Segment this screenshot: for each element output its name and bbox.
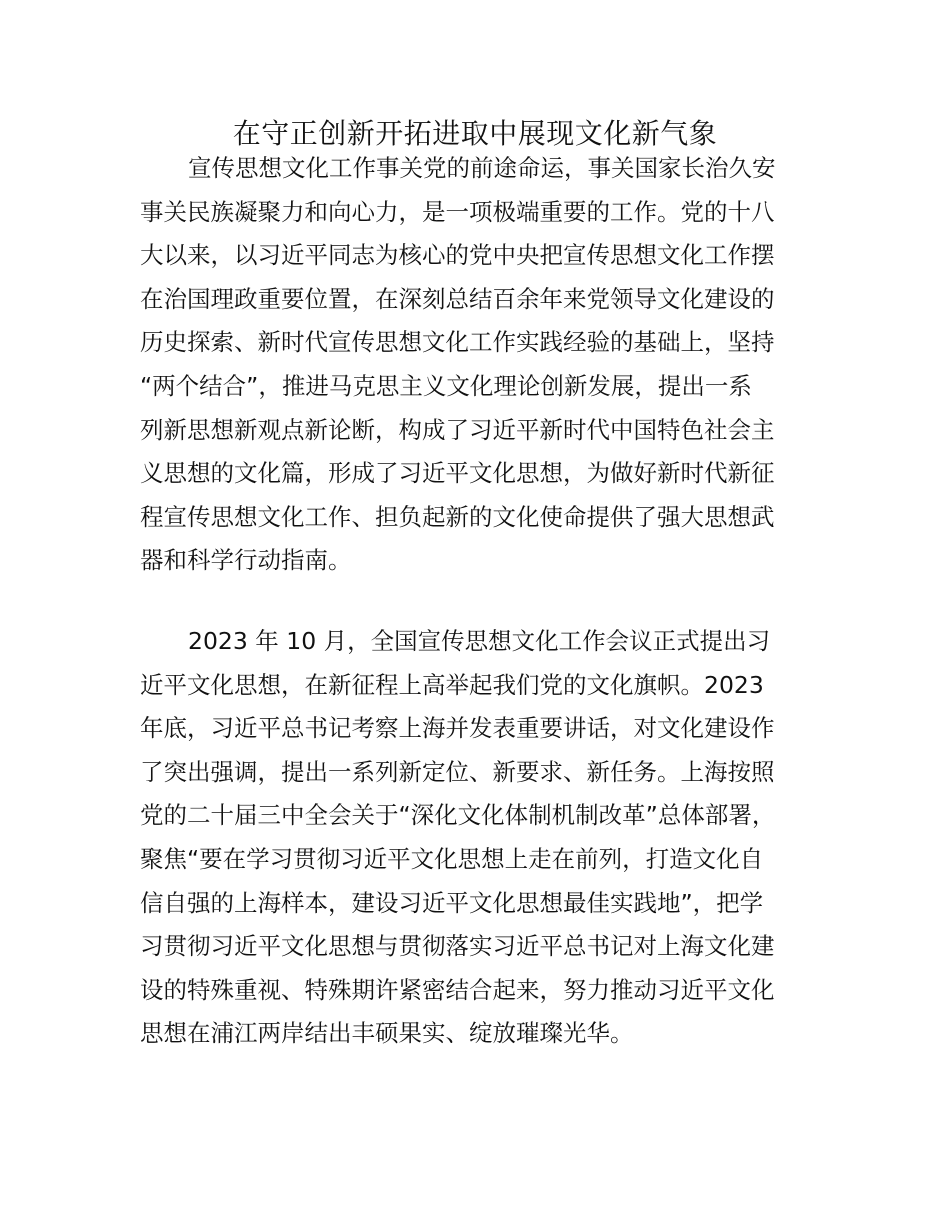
paragraph-line: 了突出强调，提出一系列新定位、新要求、新任务。上海按照 [140,757,775,786]
paragraph-line: 党的二十届三中全会关于“深化文化体制机制改革”总体部署， [140,801,776,830]
paragraph-line: 近平文化思想，在新征程上高举起我们党的文化旗帜。2023 [140,670,764,699]
paragraph-line: 2023 年 10 月，全国宣传思想文化工作会议正式提出习 [188,627,771,655]
paragraph-line: 程宣传思想文化工作、担负起新的文化使命提供了强大思想武 [140,502,775,531]
paragraph-1 [140,147,840,583]
paragraph-line: 宣传思想文化工作事关党的前途命运，事关国家长治久安 [188,154,776,182]
paragraph-line: “两个结合”，推进马克思主义文化理论创新发展，提出一系 [140,371,752,400]
paragraph-line: 在治国理政重要位置，在深刻总结百余年来党领导文化建设的 [140,284,775,313]
paragraph-line: 历史探索、新时代宣传思想文化工作实践经验的基础上，坚持 [140,328,775,357]
paragraph-line: 信自强的上海样本，建设习近平文化思想最佳实践地”，把学 [140,888,764,917]
paragraph-line: 器和科学行动指南。 [140,546,352,575]
paragraph-line: 聚焦“要在学习贯彻习近平文化思想上走在前列，打造文化自 [140,844,764,873]
paragraph-line: 设的特殊重视、特殊期许紧密结合起来，努力推动习近平文化 [140,975,775,1004]
paragraph-line: 大以来，以习近平同志为核心的党中央把宣传思想文化工作摆 [140,241,775,270]
paragraph-line: 事关民族凝聚力和向心力，是一项极端重要的工作。党的十八 [140,197,775,226]
paragraph-line: 思想在浦江两岸结出丰硕果实、绽放璀璨光华。 [140,1019,634,1048]
paragraph-2 [140,620,840,1056]
paragraph-line: 年底，习近平总书记考察上海并发表重要讲话，对文化建设作 [140,714,775,743]
document-title: 在守正创新开拓进取中展现文化新气象 [232,117,718,150]
paragraph-line: 列新思想新观点新论断，构成了习近平新时代中国特色社会主 [140,415,775,444]
paragraph-line: 义思想的文化篇，形成了习近平文化思想，为做好新时代新征 [140,459,775,488]
paragraph-line: 习贯彻习近平文化思想与贯彻落实习近平总书记对上海文化建 [140,932,775,961]
